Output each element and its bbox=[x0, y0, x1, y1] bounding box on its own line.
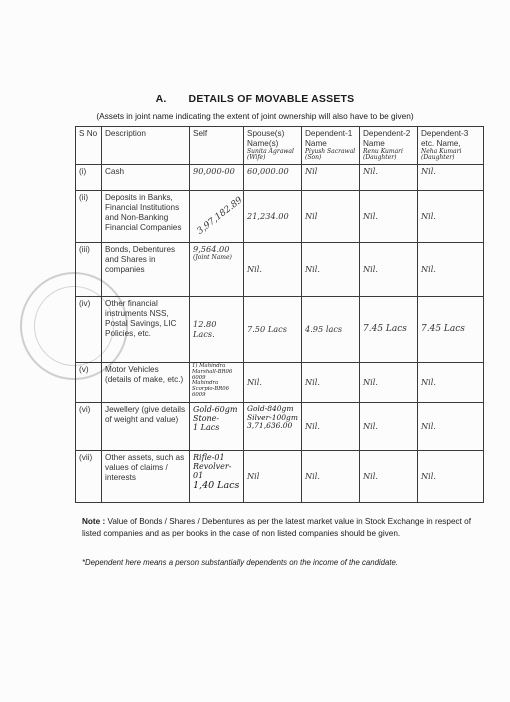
row-dependent-3-value: Nil. bbox=[418, 451, 484, 503]
header-dependent-1-handwritten-name: Piyush Sacrawal (Son) bbox=[305, 147, 356, 162]
row-description: Bonds, Debentures and Shares in companies bbox=[102, 243, 190, 297]
row-description: Cash bbox=[102, 165, 190, 191]
row-self-value-amount: 9,564.00 bbox=[193, 244, 230, 254]
header-spouse-label: Spouse(s) Name(s) bbox=[247, 129, 285, 148]
row-self-line: Stone- bbox=[193, 414, 220, 424]
row-dependent-1-value: Nil. bbox=[302, 363, 360, 403]
header-dependent-2-handwritten-name: Renu Kumari (Daughter) bbox=[363, 147, 403, 162]
row-dependent-3-value: Nil. bbox=[418, 191, 484, 243]
row-self-value-note: (Joint Name) bbox=[193, 253, 232, 261]
row-self-line: Gold-60gm bbox=[193, 405, 238, 414]
row-self-line: Marshall-BR06 bbox=[192, 368, 233, 375]
table-row bbox=[76, 403, 484, 451]
row-spouse-line: Gold-840gm bbox=[247, 404, 294, 413]
note-label: Note : bbox=[82, 517, 106, 526]
row-sno: (iv) bbox=[76, 297, 102, 363]
header-sno: S No bbox=[76, 127, 102, 165]
row-self-value bbox=[190, 243, 244, 297]
row-self-value bbox=[190, 451, 244, 503]
row-dependent-1-value: Nil bbox=[302, 165, 360, 191]
row-description: Motor Vehicles (details of make, etc.) bbox=[102, 363, 190, 403]
row-self-value bbox=[190, 363, 244, 403]
row-spouse-value bbox=[244, 403, 302, 451]
row-self-value: 12.80 Lacs. bbox=[190, 297, 244, 363]
row-sno: (i) bbox=[76, 165, 102, 191]
section-subtitle: (Assets in joint name indicating the extent of joint ownership will also have to be given) bbox=[96, 111, 414, 121]
row-description: Other assets, such as values of claims / interests bbox=[102, 451, 190, 503]
row-dependent-2-value: Nil. bbox=[360, 363, 418, 403]
row-dependent-1-value: Nil. bbox=[302, 403, 360, 451]
row-dependent-2-value: Nil. bbox=[360, 403, 418, 451]
header-dependent-3-label: Dependent-3 etc. Name, bbox=[421, 129, 469, 148]
header-self: Self bbox=[190, 127, 244, 165]
row-self-value bbox=[190, 191, 244, 243]
row-dependent-3-value: Nil. bbox=[418, 243, 484, 297]
row-spouse-value: 7.50 Lacs bbox=[244, 297, 302, 363]
row-sno: (v) bbox=[76, 363, 102, 403]
row-spouse-line: Silver-100gm bbox=[247, 412, 298, 422]
row-dependent-3-value: Nil. bbox=[418, 363, 484, 403]
row-description: Deposits in Banks, Financial Institutions and Non-Banking Financial Companies bbox=[102, 191, 190, 243]
row-dependent-3-value: Nil. bbox=[418, 403, 484, 451]
row-sno: (vii) bbox=[76, 451, 102, 503]
row-description: Other financial instruments NSS, Postal Savings, LIC Policies, etc. bbox=[102, 297, 190, 363]
table-row bbox=[76, 165, 484, 191]
row-self-line: 1) Mahindra bbox=[192, 363, 226, 369]
row-self-value bbox=[190, 403, 244, 451]
row-dependent-3-value: Nil. bbox=[418, 165, 484, 191]
header-dependent-2-label: Dependent-2 Name bbox=[363, 129, 411, 148]
header-dependent-1-label: Dependent-1 Name bbox=[305, 129, 353, 148]
row-dependent-2-value: 7.45 Lacs bbox=[360, 297, 418, 363]
row-self-line: 6009 bbox=[192, 392, 206, 399]
table-row bbox=[76, 191, 484, 243]
row-spouse-value: 21,234.00 bbox=[244, 191, 302, 243]
row-self-line: Scorpio-BR06 bbox=[192, 386, 230, 393]
row-dependent-2-value: Nil. bbox=[360, 191, 418, 243]
note-paragraph bbox=[82, 516, 482, 540]
dependent-footnote: *Dependent here means a person substantially dependents on the income of the candidate. bbox=[82, 558, 398, 567]
row-spouse-line: 3,71,636.00 bbox=[247, 421, 293, 431]
row-spouse-value: Nil. bbox=[244, 363, 302, 403]
row-dependent-1-value: Nil. bbox=[302, 451, 360, 503]
row-self-value-text: 3,97,182.89 bbox=[195, 195, 245, 237]
row-description: Jewellery (give details of weight and value) bbox=[102, 403, 190, 451]
table-row bbox=[76, 243, 484, 297]
row-dependent-3-value: 7.45 Lacs bbox=[418, 297, 484, 363]
row-self-line: Revolver-01 bbox=[193, 462, 232, 481]
header-dependent-3 bbox=[418, 127, 484, 165]
row-sno: (vi) bbox=[76, 403, 102, 451]
row-dependent-2-value: Nil. bbox=[360, 451, 418, 503]
row-sno: (ii) bbox=[76, 191, 102, 243]
header-spouse bbox=[244, 127, 302, 165]
section-title: DETAILS OF MOVABLE ASSETS bbox=[188, 93, 355, 105]
table-row bbox=[76, 363, 484, 403]
section-label: A. bbox=[155, 93, 167, 105]
row-self-line: 6009 bbox=[192, 374, 206, 381]
movable-assets-table bbox=[75, 126, 484, 503]
header-dependent-2 bbox=[360, 127, 418, 165]
header-description: Description bbox=[102, 127, 190, 165]
row-self-value: 90,000-00 bbox=[190, 165, 244, 191]
row-self-line: Rifle-01 bbox=[193, 453, 225, 462]
row-self-line: 1,40 Lacs bbox=[193, 479, 240, 491]
table-row bbox=[76, 451, 484, 503]
row-spouse-value: Nil bbox=[244, 451, 302, 503]
header-dependent-1 bbox=[302, 127, 360, 165]
table-header-row bbox=[76, 127, 484, 165]
row-spouse-value: Nil. bbox=[244, 243, 302, 297]
header-spouse-handwritten-name: Sunita Agrawal (Wife) bbox=[247, 147, 294, 162]
row-dependent-2-value: Nil. bbox=[360, 243, 418, 297]
note-text: Value of Bonds / Shares / Debentures as per the latest market value in Stock Exchange in respect of listed companies and as per books in the case of non listed companies should be given. bbox=[82, 517, 471, 538]
table-row bbox=[76, 297, 484, 363]
header-dependent-3-handwritten-name: Neha Kumari (Daughter) bbox=[421, 147, 462, 162]
row-dependent-1-value: 4.95 lacs bbox=[302, 297, 360, 363]
row-self-line: 1 Lacs bbox=[193, 423, 220, 433]
section-heading bbox=[0, 93, 510, 105]
row-self-line: Mahindra bbox=[192, 380, 219, 387]
row-dependent-2-value: Nil. bbox=[360, 165, 418, 191]
row-dependent-1-value: Nil bbox=[302, 191, 360, 243]
row-dependent-1-value: Nil. bbox=[302, 243, 360, 297]
row-sno: (iii) bbox=[76, 243, 102, 297]
row-spouse-value: 60,000.00 bbox=[244, 165, 302, 191]
